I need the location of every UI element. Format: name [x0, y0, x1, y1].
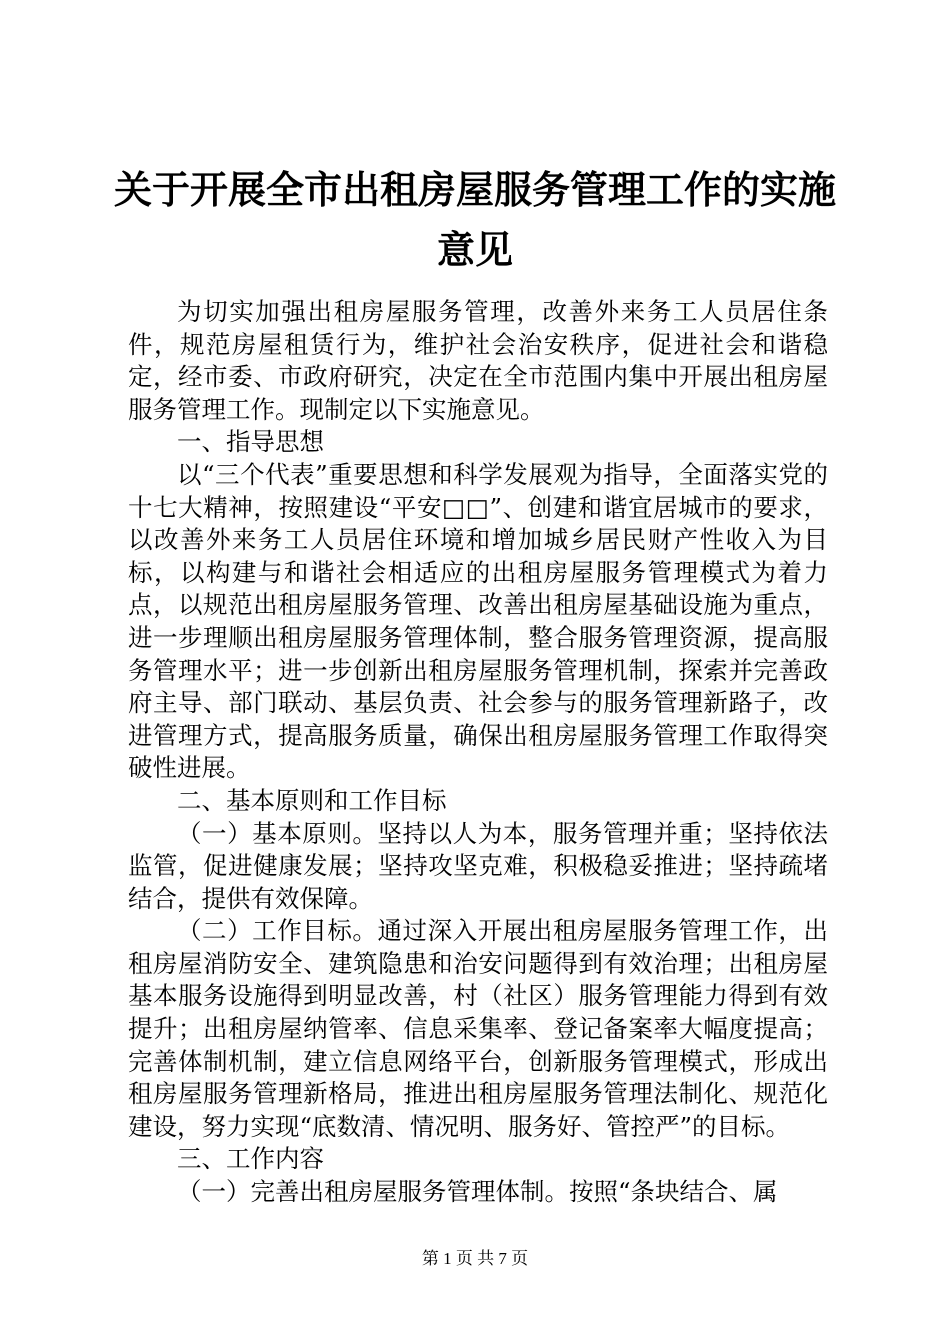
section-heading-2: 二、基本原则和工作目标	[177, 785, 447, 815]
document-body	[128, 296, 828, 1209]
section-heading-1: 一、指导思想	[177, 427, 324, 457]
guiding-thought-paragraph: 以“三个代表”重要思想和科学发展观为指导，全面落实党的十七大精神，按照建设“平安□□”、创建和谐宜居城市的要求，以改善外来务工人员居住环境和增加城乡居民财产性收入为目标，以构建与和谐社会相适应的出租房屋服务管理模式为着力点，以规范出租房屋服务管理、改善出租房屋基础设施为重点，进一步理顺出租房屋服务管理体制，整合服务管理资源，提高服务管理水平；进一步创新出租房屋服务管理机制，探索并完善政府主导、部门联动、基层负责、社会参与的服务管理新路子，改进管理方式，提高服务质量，确保出租房屋服务管理工作取得突破性进展。	[128, 459, 828, 783]
basic-principles-paragraph: （一）基本原则。坚持以人为本，服务管理并重；坚持依法监管，促进健康发展；坚持攻坚克难，积极稳妥推进；坚持疏堵结合，提供有效保障。	[128, 818, 828, 913]
work-goals-paragraph: （二）工作目标。通过深入开展出租房屋服务管理工作，出租房屋消防安全、建筑隐患和治安问题得到有效治理；出租房屋基本服务设施得到明显改善，村（社区）服务管理能力得到有效提升；出租房屋纳管率、信息采集率、登记备案率大幅度提高；完善体制机制，建立信息网络平台，创新服务管理模式，形成出租房屋服务管理新格局，推进出租房屋服务管理法制化、规范化建设，努力实现“底数清、情况明、服务好、管控严”的目标。	[128, 916, 828, 1141]
intro-paragraph: 为切实加强出租房屋服务管理，改善外来务工人员居住条件，规范房屋租赁行为，维护社会治安秩序，促进社会和谐稳定，经市委、市政府研究，决定在全市范围内集中开展出租房屋服务管理工作。现制定以下实施意见。	[128, 297, 828, 424]
section-heading-3: 三、工作内容	[177, 1144, 324, 1174]
document-title: 关于开展全市出租房屋服务管理工作的实施意见	[113, 167, 836, 272]
work-content-paragraph: （一）完善出租房屋服务管理体制。按照“条块结合、属	[177, 1177, 778, 1207]
page-number-footer: 第 1 页 共 7 页	[421, 1249, 529, 1268]
